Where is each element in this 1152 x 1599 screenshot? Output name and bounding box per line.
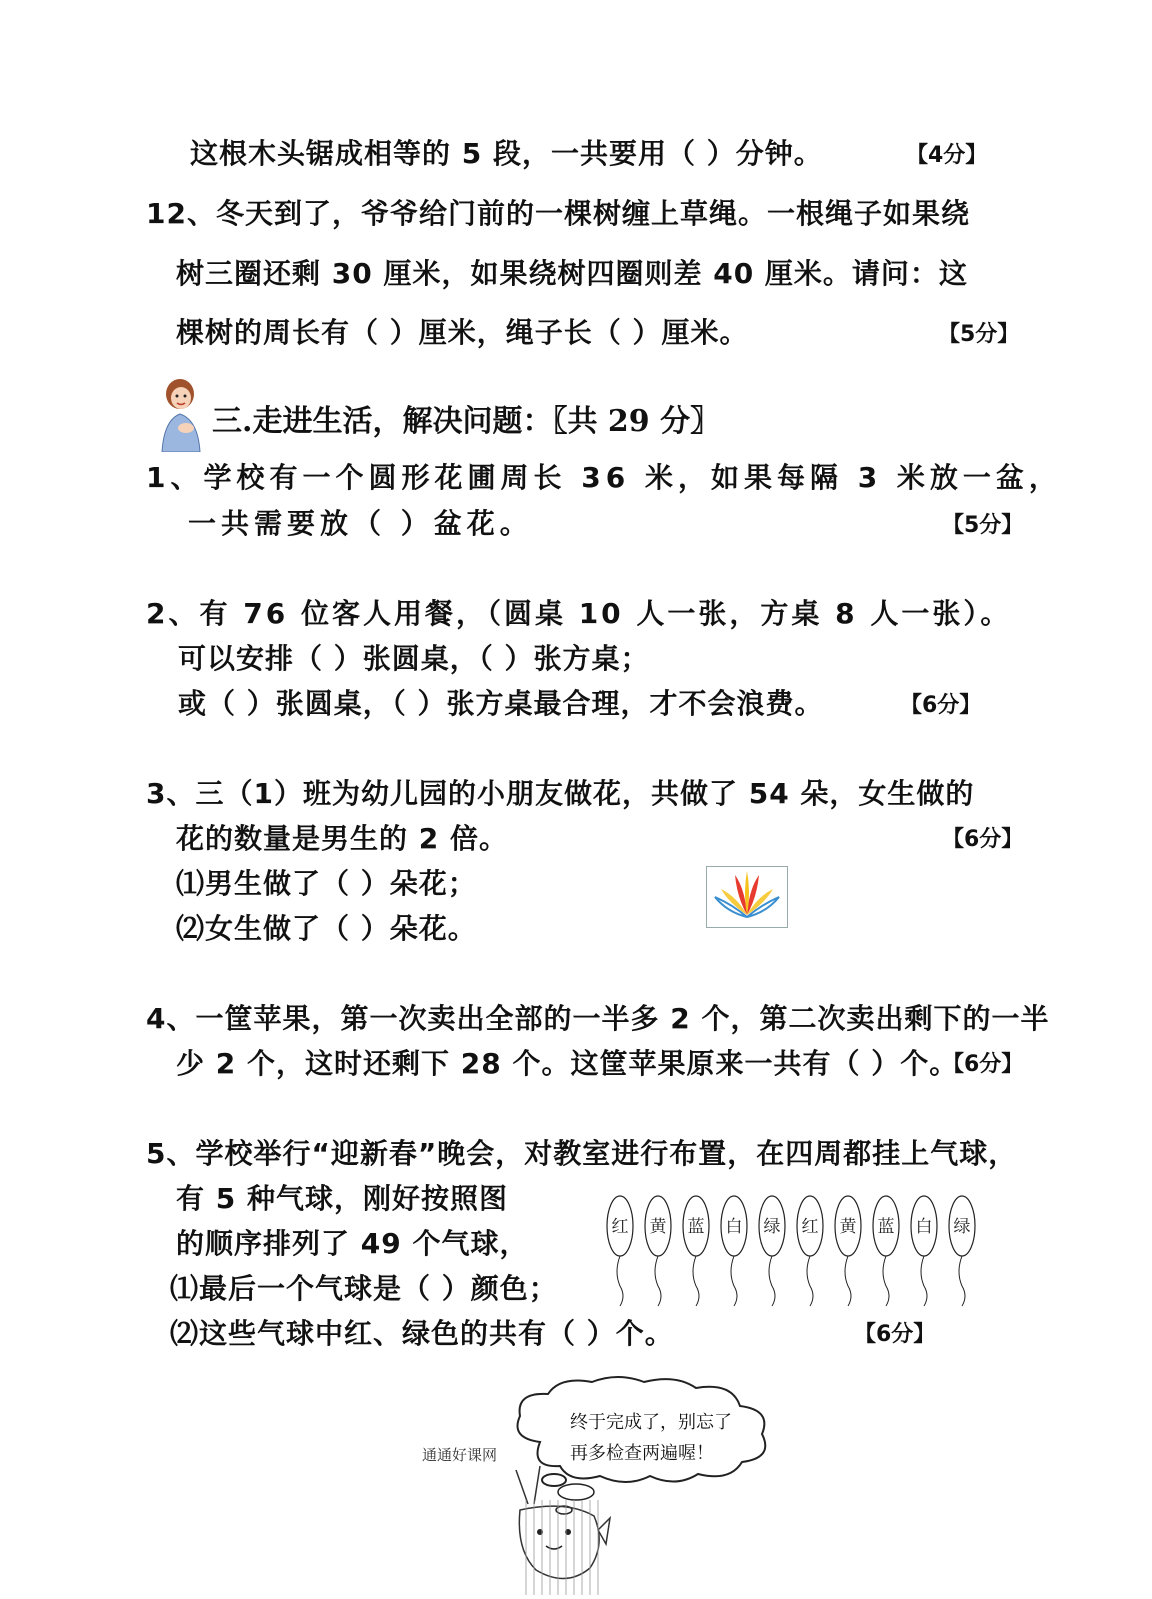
s3-q1-line-1: 1、学校有一个圆形花圃周长 36 米，如果每隔 3 米放一盆， [146,461,1062,494]
balloon-label: 黄 [839,1217,857,1237]
teacher-illustration [152,376,208,452]
balloon-label: 蓝 [877,1217,895,1237]
cloud-line-1: 终于完成了，别忘了 [570,1412,732,1433]
s3-q3-line-1: 3、三（1）班为幼儿园的小朋友做花，共做了 54 朵，女生做的 [146,777,975,810]
s3-q1-line-2: 一共需要放（ ）盆花。 [188,507,533,540]
s3-q4-score: 【6分】 [942,1052,1024,1077]
s3-q2-line-3: 或（ ）张圆桌，（ ）张方桌最合理，才不会浪费。 [178,687,824,720]
balloon-label: 绿 [763,1217,781,1237]
s3-q4-line-2: 少 2 个，这时还剩下 28 个。这筐苹果原来一共有（ ）个。 [176,1047,959,1080]
s3-q5-line-3: 的顺序排列了 49 个气球， [176,1227,529,1260]
s3-q5-sub-1: ⑴最后一个气球是（ ）颜色； [170,1272,558,1305]
q11-line-end: 这根木头锯成相等的 5 段，一共要用（ ）分钟。 [190,137,823,170]
balloon-label: 绿 [953,1217,971,1237]
balloon-label: 红 [801,1217,819,1237]
balloon-1 [607,1196,633,1306]
balloon-5 [759,1196,785,1306]
balloon-7 [835,1196,861,1306]
cloud-line-2: 再多检查两遍喔！ [570,1443,714,1464]
section-title: 三.走进生活，解决问题：〖共 29 分〗 [212,404,721,439]
balloon-8 [873,1196,899,1306]
flower-image [706,866,788,928]
q12-line-3: 棵树的周长有（ ）厘米，绳子长（ ）厘米。 [176,316,749,349]
s3-q2-score: 【6分】 [900,693,982,718]
q12-line-1: 12、冬天到了，爷爷给门前的一棵树缠上草绳。一根绳子如果绕 [146,197,970,230]
s3-q1-score: 【5分】 [942,513,1024,538]
balloon-row [606,1190,986,1310]
balloon-3 [683,1196,709,1306]
q12-line-2: 树三圈还剩 30 厘米，如果绕树四圈则差 40 厘米。请问：这 [176,257,968,290]
balloon-6 [797,1196,823,1306]
balloon-10 [949,1196,975,1306]
s3-q4-line-1: 4、一筐苹果，第一次卖出全部的一半多 2 个，第二次卖出剩下的一半 [146,1002,1050,1035]
cartoon-sketch [506,1460,616,1595]
balloon-label: 黄 [649,1217,667,1237]
s3-q2-line-2: 可以安排（ ）张圆桌，（ ）张方桌； [178,642,650,675]
s3-q5-score: 【6分】 [854,1322,936,1347]
s3-q3-line-2: 花的数量是男生的 2 倍。 [176,822,508,855]
s3-q3-sub-2: ⑵女生做了（ ）朵花。 [176,912,477,945]
s3-q2-line-1: 2、有 76 位客人用餐，（圆桌 10 人一张，方桌 8 人一张）。 [146,597,1012,630]
q12-score: 【5分】 [938,322,1020,347]
balloon-label: 白 [915,1217,933,1237]
s3-q5-line-1: 5、学校举行“迎新春”晚会，对教室进行布置，在四周都挂上气球， [146,1137,1018,1170]
balloon-4 [721,1196,747,1306]
footer-watermark: 通通好课网 [422,1446,498,1464]
s3-q5-sub-2: ⑵这些气球中红、绿色的共有（ ）个。 [170,1317,674,1350]
balloon-label: 蓝 [687,1217,705,1237]
s3-q5-line-2: 有 5 种气球，刚好按照图 [176,1182,508,1215]
balloon-label: 白 [725,1217,743,1237]
q11-score: 【4分】 [906,143,988,168]
balloon-label: 红 [611,1217,629,1237]
s3-q3-sub-1: ⑴男生做了（ ）朵花； [176,867,477,900]
balloon-9 [911,1196,937,1306]
balloon-2 [645,1196,671,1306]
s3-q3-score: 【6分】 [942,827,1024,852]
